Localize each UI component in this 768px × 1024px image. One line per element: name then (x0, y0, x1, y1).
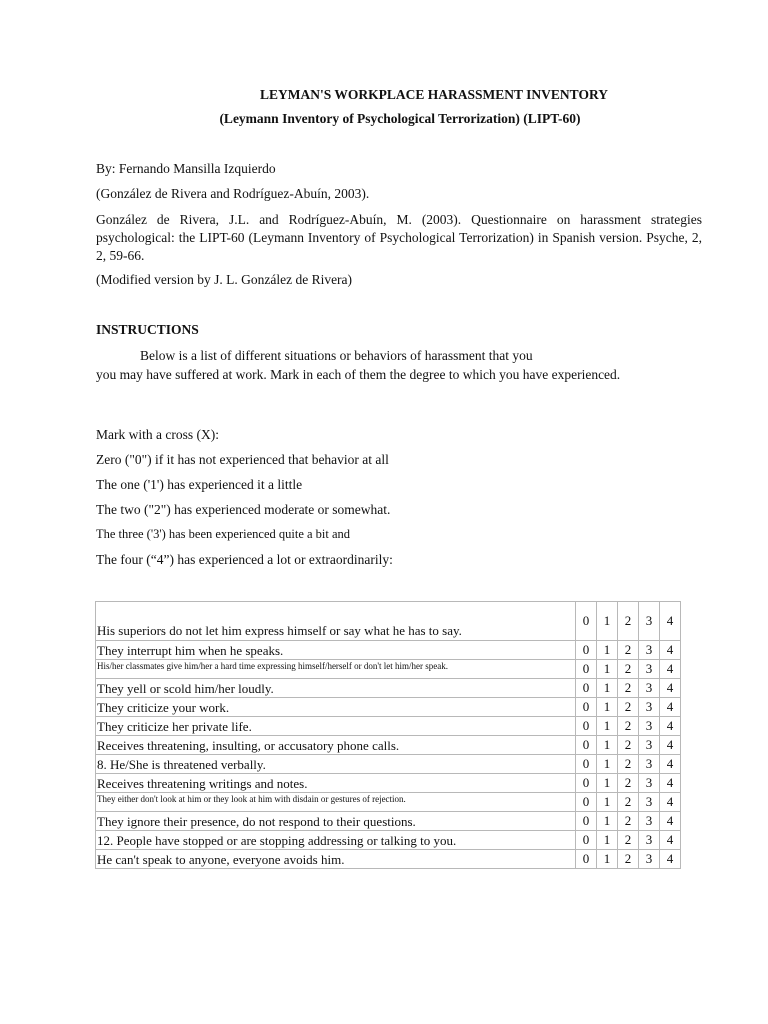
rating-cell-0[interactable]: 0 (576, 660, 597, 679)
rating-cell-3[interactable]: 3 (639, 850, 660, 869)
rating-cell-3[interactable]: 3 (639, 641, 660, 660)
rating-cell-2[interactable]: 2 (618, 812, 639, 831)
table-row (96, 850, 681, 869)
item-text: They criticize her private life. (96, 717, 576, 736)
item-text: His superiors do not let him express himself or say what he has to say. (96, 602, 576, 641)
rating-cell-2[interactable]: 2 (618, 755, 639, 774)
item-text: Receives threatening, insulting, or accusatory phone calls. (96, 736, 576, 755)
rating-cell-4[interactable]: 4 (660, 641, 681, 660)
table-row (96, 602, 681, 641)
rating-cell-2[interactable]: 2 (618, 602, 639, 641)
document-subtitle: (Leymann Inventory of Psychological Terrorization) (LIPT-60) (219, 111, 581, 126)
rating-cell-4[interactable]: 4 (660, 793, 681, 812)
rating-cell-0[interactable]: 0 (576, 831, 597, 850)
rating-cell-0[interactable]: 0 (576, 717, 597, 736)
rating-cell-1[interactable]: 1 (597, 679, 618, 698)
rating-cell-4[interactable]: 4 (660, 755, 681, 774)
rating-cell-0[interactable]: 0 (576, 812, 597, 831)
document-title: LEYMAN'S WORKPLACE HARASSMENT INVENTORY (260, 87, 608, 102)
item-text: They interrupt him when he speaks. (96, 641, 576, 660)
rating-cell-0[interactable]: 0 (576, 793, 597, 812)
rating-cell-3[interactable]: 3 (639, 679, 660, 698)
table-row (96, 831, 681, 850)
table-row (96, 641, 681, 660)
item-text: He can't speak to anyone, everyone avoids him. (96, 850, 576, 869)
rating-cell-4[interactable]: 4 (660, 831, 681, 850)
rating-cell-1[interactable]: 1 (597, 812, 618, 831)
rating-cell-4[interactable]: 4 (660, 679, 681, 698)
rating-cell-1[interactable]: 1 (597, 717, 618, 736)
table-row (96, 812, 681, 831)
rating-cell-3[interactable]: 3 (639, 698, 660, 717)
reference-paragraph: González de Rivera, J.L. and Rodríguez-Abuín, M. (2003). Questionnaire on harassment strategies psychological: the LIPT-60 (Leymann Inventory of Psychological Terrorization) in Spanish version. Psyche, 2, 2, 59-66. (96, 212, 702, 263)
rating-cell-4[interactable]: 4 (660, 812, 681, 831)
rating-cell-4[interactable]: 4 (660, 717, 681, 736)
instructions-heading: INSTRUCTIONS (96, 322, 199, 337)
rating-cell-3[interactable]: 3 (639, 793, 660, 812)
rating-cell-1[interactable]: 1 (597, 774, 618, 793)
rating-cell-0[interactable]: 0 (576, 736, 597, 755)
rating-cell-0[interactable]: 0 (576, 698, 597, 717)
rating-cell-1[interactable]: 1 (597, 660, 618, 679)
rating-cell-2[interactable]: 2 (618, 660, 639, 679)
instructions-line-2: you may have suffered at work. Mark in each of them the degree to which you have experienced. (96, 367, 621, 382)
rating-cell-1[interactable]: 1 (597, 602, 618, 641)
mark-instruction: Mark with a cross (X): (96, 427, 219, 442)
rating-cell-1[interactable]: 1 (597, 641, 618, 660)
rating-cell-4[interactable]: 4 (660, 698, 681, 717)
item-text: They either don't look at him or they look at him with disdain or gestures of rejection. (96, 793, 576, 812)
scale-line-0: Zero ("0") if it has not experienced that behavior at all (96, 452, 389, 467)
rating-cell-3[interactable]: 3 (639, 717, 660, 736)
rating-cell-1[interactable]: 1 (597, 831, 618, 850)
rating-cell-4[interactable]: 4 (660, 774, 681, 793)
rating-cell-2[interactable]: 2 (618, 831, 639, 850)
rating-cell-4[interactable]: 4 (660, 660, 681, 679)
rating-cell-3[interactable]: 3 (639, 755, 660, 774)
rating-cell-2[interactable]: 2 (618, 698, 639, 717)
citation-short: (González de Rivera and Rodríguez-Abuín, 2003). (96, 186, 370, 201)
rating-cell-4[interactable]: 4 (660, 850, 681, 869)
table-row (96, 736, 681, 755)
table-row (96, 774, 681, 793)
rating-cell-2[interactable]: 2 (618, 850, 639, 869)
item-text: They criticize your work. (96, 698, 576, 717)
table-row (96, 698, 681, 717)
rating-cell-1[interactable]: 1 (597, 736, 618, 755)
item-text: 12. People have stopped or are stopping addressing or talking to you. (96, 831, 576, 850)
rating-cell-2[interactable]: 2 (618, 641, 639, 660)
rating-cell-0[interactable]: 0 (576, 641, 597, 660)
harassment-rating-table (95, 601, 681, 869)
rating-cell-1[interactable]: 1 (597, 755, 618, 774)
scale-line-4: The four (“4”) has experienced a lot or extraordinarily: (96, 552, 393, 567)
rating-cell-3[interactable]: 3 (639, 812, 660, 831)
rating-cell-4[interactable]: 4 (660, 602, 681, 641)
item-text: They yell or scold him/her loudly. (96, 679, 576, 698)
rating-cell-3[interactable]: 3 (639, 736, 660, 755)
item-text: His/her classmates give him/her a hard time expressing himself/herself or don't let him/her speak. (96, 660, 576, 679)
table-row (96, 717, 681, 736)
rating-cell-2[interactable]: 2 (618, 736, 639, 755)
rating-cell-2[interactable]: 2 (618, 793, 639, 812)
scale-line-3: The three ('3') has been experienced quite a bit and (96, 527, 351, 541)
item-text: They ignore their presence, do not respond to their questions. (96, 812, 576, 831)
scale-line-2: The two ("2") has experienced moderate or somewhat. (96, 502, 391, 517)
rating-cell-0[interactable]: 0 (576, 850, 597, 869)
item-text: 8. He/She is threatened verbally. (96, 755, 576, 774)
rating-cell-1[interactable]: 1 (597, 850, 618, 869)
table-row (96, 660, 681, 679)
author-line: By: Fernando Mansilla Izquierdo (96, 161, 276, 176)
rating-cell-4[interactable]: 4 (660, 736, 681, 755)
scale-line-1: The one ('1') has experienced it a little (96, 477, 303, 492)
rating-cell-3[interactable]: 3 (639, 660, 660, 679)
rating-cell-2[interactable]: 2 (618, 774, 639, 793)
rating-cell-0[interactable]: 0 (576, 602, 597, 641)
rating-cell-2[interactable]: 2 (618, 679, 639, 698)
table-row (96, 793, 681, 812)
rating-cell-3[interactable]: 3 (639, 774, 660, 793)
table-row (96, 679, 681, 698)
instructions-line-1: Below is a list of different situations or behaviors of harassment that you (140, 348, 533, 363)
rating-cell-0[interactable]: 0 (576, 755, 597, 774)
rating-cell-0[interactable]: 0 (576, 679, 597, 698)
rating-cell-1[interactable]: 1 (597, 793, 618, 812)
item-text: Receives threatening writings and notes. (96, 774, 576, 793)
table-row (96, 755, 681, 774)
rating-cell-0[interactable]: 0 (576, 774, 597, 793)
rating-cell-3[interactable]: 3 (639, 602, 660, 641)
modified-version-note: (Modified version by J. L. González de Rivera) (96, 272, 353, 287)
rating-cell-3[interactable]: 3 (639, 831, 660, 850)
rating-cell-2[interactable]: 2 (618, 717, 639, 736)
rating-cell-1[interactable]: 1 (597, 698, 618, 717)
